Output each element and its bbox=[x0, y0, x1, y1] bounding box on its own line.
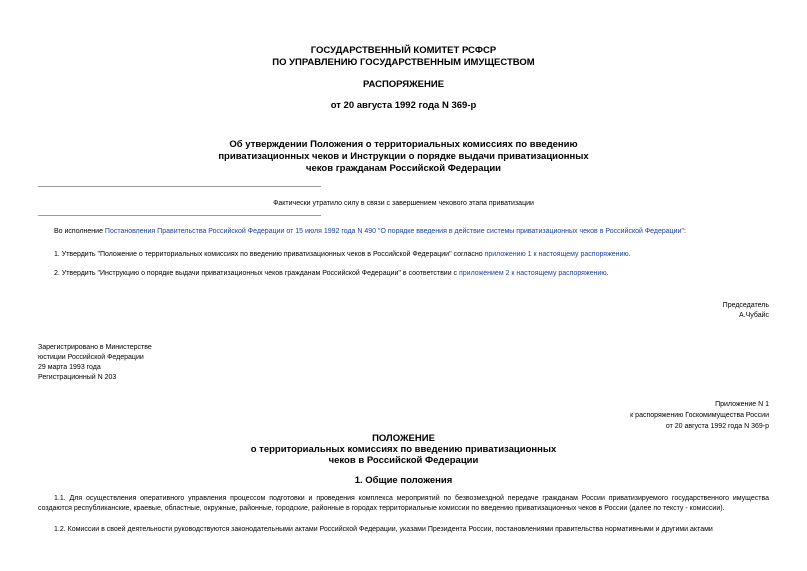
org-name-line1: ГОСУДАРСТВЕННЫЙ КОМИТЕТ РСФСР bbox=[310, 45, 497, 56]
appendix-label: Приложение N 1 bbox=[715, 401, 769, 408]
appendix-subtitle-line1: о территориальных комиссиях по введению приватизационных bbox=[250, 444, 557, 455]
item-2 bbox=[54, 269, 609, 279]
doc-title-line2: приватизационных чеков и Инструкции о порядке выдачи приватизационных bbox=[218, 151, 589, 162]
appendix-ref-line1: к распоряжению Госкомимущества России bbox=[630, 412, 769, 419]
doc-type: РАСПОРЯЖЕНИЕ bbox=[362, 79, 445, 90]
org-name-line2: ПО УПРАВЛЕНИЮ ГОСУДАРСТВЕННЫМ ИМУЩЕСТВОМ bbox=[272, 57, 535, 68]
appendix-subtitle-line2: чеков в Российской Федерации bbox=[328, 455, 479, 466]
divider-bottom bbox=[38, 215, 321, 216]
doc-title-line1: Об утверждении Положения о территориальных комиссиях по введению bbox=[229, 139, 578, 150]
preamble bbox=[54, 227, 686, 237]
divider-top bbox=[38, 186, 321, 187]
registration-number: Регистрационный N 203 bbox=[38, 374, 117, 381]
section-heading: 1. Общие положения bbox=[354, 475, 453, 486]
registration-line1: Зарегистрировано в Министерстве bbox=[38, 344, 152, 351]
item-2-appendix-link[interactable]: приложением 2 к настоящему распоряжению bbox=[459, 270, 607, 277]
item-1 bbox=[54, 250, 631, 260]
signature-position: Председатель bbox=[722, 302, 769, 309]
item-1-appendix-link[interactable]: приложению 1 к настоящему распоряжению bbox=[484, 251, 629, 258]
signature-name: А.Чубайс bbox=[738, 312, 769, 319]
paragraph-1-2: 1.2. Комиссии в своей деятельности руководствуются законодательными актами Российской Федерации, указами Президента России, постановлениями правительства нормативными и другими актами bbox=[54, 526, 713, 533]
item-1-text: 1. Утвердить "Положение о территориальных комиссиях по введению приватизационных чеков в Российской Федерации" согласно bbox=[54, 251, 485, 258]
item-1-end: . bbox=[628, 251, 631, 258]
paragraph-1-1: 1.1. Для осуществления оперативного управления процессом подготовки и проведения комплекса мероприятий по безвозмездной передаче гражданам России приватизируемого государственного имущества создаются республиканские, краевые, областные, окружные, районные, городские, районные в городах территориальные комиссии по введению приватизационных чеков в России (далее по тексту - комиссии). bbox=[38, 495, 769, 512]
appendix-title: ПОЛОЖЕНИЕ bbox=[372, 433, 435, 444]
preamble-prefix: Во исполнение bbox=[54, 228, 105, 235]
doc-date-number: от 20 августа 1992 года N 369-р bbox=[330, 100, 477, 111]
registration-line2: юстиции Российской Федерации bbox=[38, 354, 144, 361]
preamble-suffix: : bbox=[684, 228, 686, 235]
preamble-decree-link[interactable]: Постановления Правительства Российской Федерации от 15 июля 1992 года N 490 "О порядке введения в действие системы приватизационных чеков в Российской Федерации" bbox=[104, 228, 684, 235]
item-2-end: . bbox=[606, 270, 609, 277]
item-2-text: 2. Утвердить "Инструкцию о порядке выдачи приватизационных чеков гражданам Российской Федерации" в соответствии с bbox=[54, 270, 459, 277]
doc-title-line3: чеков гражданам Российской Федерации bbox=[305, 163, 502, 174]
registration-date: 29 марта 1993 года bbox=[38, 364, 101, 371]
status-note: Фактически утратило силу в связи с завершением чекового этапа приватизации bbox=[273, 200, 534, 207]
appendix-ref-line2: от 20 августа 1992 года N 369-р bbox=[665, 423, 769, 430]
